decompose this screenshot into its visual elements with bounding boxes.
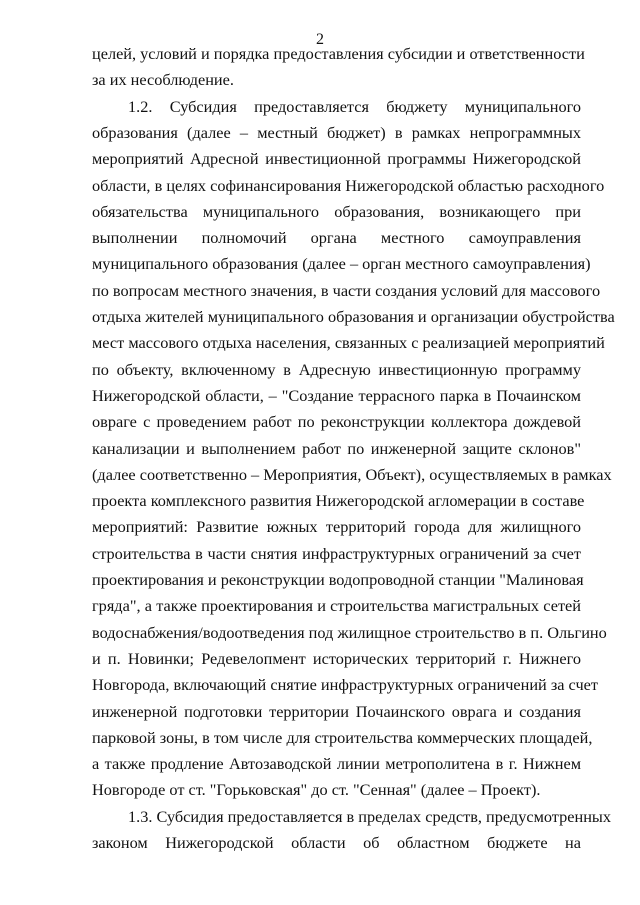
text-line: образования (далее – местный бюджет) в рамках непрограммных bbox=[92, 122, 581, 142]
text-line: выполнении полномочий органа местного самоуправления bbox=[92, 228, 581, 248]
page-number: 2 bbox=[316, 31, 324, 48]
text-line: (далее соответственно – Мероприятия, Объект), осуществляемых в рамках bbox=[92, 464, 612, 484]
text-line: овраге с проведением работ по реконструкции коллектора дождевой bbox=[92, 412, 581, 432]
text-line: проектирования и реконструкции водопроводной станции "Малиновая bbox=[92, 570, 584, 589]
text-line: и п. Новинки; Редевелопмент исторических территорий г. Нижнего bbox=[92, 648, 581, 668]
text-line: по вопросам местного значения, в части создания условий для массового bbox=[92, 280, 601, 300]
text-line: области, в целях софинансирования Нижегородской областью расходного bbox=[92, 175, 605, 195]
text-line: канализации и выполнением работ по инженерной защите склонов" bbox=[92, 438, 581, 458]
text-line: парковой зоны, в том числе для строительства коммерческих площадей, bbox=[92, 727, 593, 747]
text-line: а также продление Автозаводской линии метрополитена в г. Нижнем bbox=[92, 754, 581, 774]
text-line: мероприятий: Развитие южных территорий города для жилищного bbox=[92, 517, 581, 537]
text-line: Новгороде от ст. "Горьковская" до ст. "Сенная" (далее – Проект). bbox=[92, 780, 541, 800]
text-line: строительства в части снятия инфраструктурных ограничений за счет bbox=[92, 543, 581, 563]
text-line: за их несоблюдение. bbox=[92, 70, 234, 90]
text-line: Нижегородской области, – "Создание террасного парка в Почаинском bbox=[92, 385, 581, 405]
text-line: проекта комплексного развития Нижегородской агломерации в составе bbox=[92, 491, 585, 511]
text-line: водоснабжения/водоотведения под жилищное строительство в п. Ольгино bbox=[92, 622, 607, 642]
text-line: муниципального образования (далее – орган местного самоуправления) bbox=[92, 254, 591, 274]
text-line: законом Нижегородской области об областном бюджете на bbox=[92, 833, 581, 852]
text-line: мероприятий Адресной инвестиционной программы Нижегородской bbox=[92, 149, 581, 169]
text-line: инженерной подготовки территории Почаинского оврага и создания bbox=[92, 701, 581, 721]
text-line: Новгорода, включающий снятие инфраструктурных ограничений за счет bbox=[92, 675, 598, 695]
text-line: мест массового отдыха населения, связанных с реализацией мероприятий bbox=[92, 333, 605, 353]
text-line: обязательства муниципального образования, возникающего при bbox=[92, 201, 581, 221]
text-line: отдыха жителей муниципального образования и организации обустройства bbox=[92, 307, 615, 326]
text-line: 1.3. Субсидия предоставляется в пределах средств, предусмотренных bbox=[128, 806, 611, 826]
text-line: по объекту, включенному в Адресную инвестиционную программу bbox=[92, 359, 581, 379]
text-line: гряда", а также проектирования и строительства магистральных сетей bbox=[92, 596, 581, 616]
text-line: целей, условий и порядка предоставления субсидии и ответственности bbox=[92, 44, 585, 63]
text-line: 1.2. Субсидия предоставляется бюджету муниципального bbox=[128, 96, 581, 116]
